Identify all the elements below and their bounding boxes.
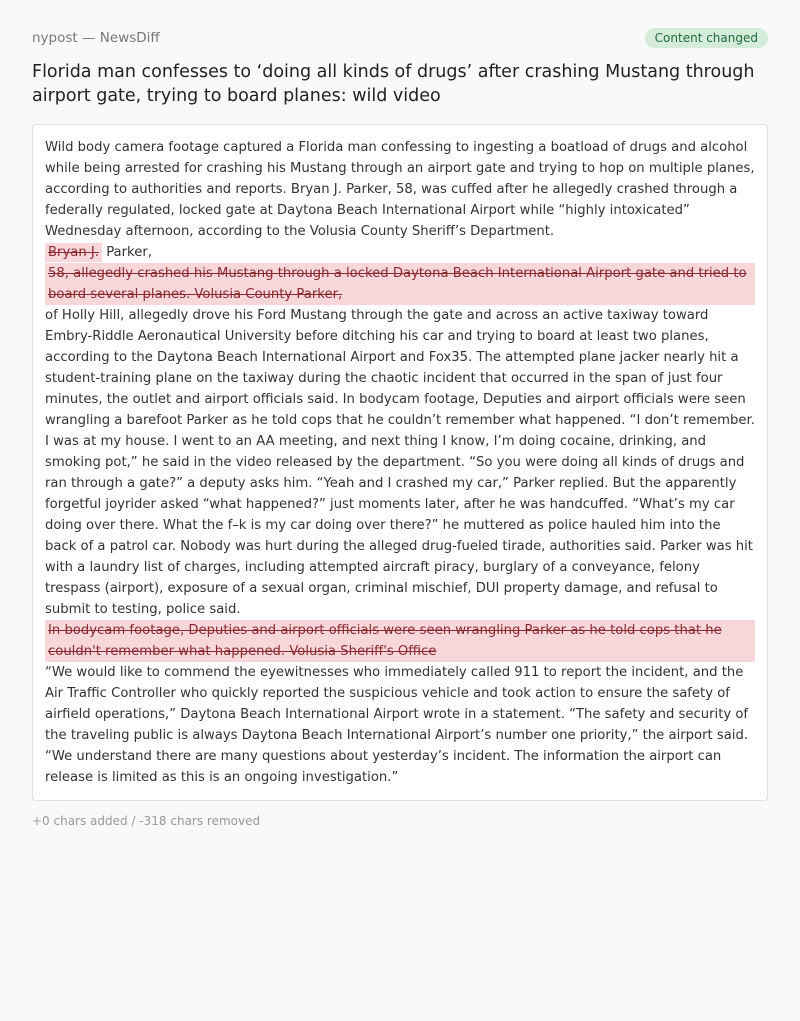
unchanged-text: Wild body camera footage captured a Florida man confessing to ingesting a boatload of drugs and alcohol while being arrested for crashing his Mustang through an airport gate and trying to hop on multiple planes, according to authorities and reports. Bryan J. Parker, 58, was cuffed after he allegedly crashed through a federally regulated, locked gate at Daytona Beach International Airport while “highly intoxicated” Wednesday afternoon, according to the Volusia County Sheriff’s Department. — [45, 140, 755, 239]
mixed-line — [45, 242, 755, 263]
removed-text: 58, allegedly crashed his Mustang through a locked Daytona Beach International Airport gate and tried to board several planes. Volusia County Parker, — [45, 263, 755, 305]
unchanged-text: “We would like to commend the eyewitnesses who immediately called 911 to report the incident, and the Air Traffic Controller who quickly reported the suspicious vehicle and took action to ensure the safety of airfield operations,” Daytona Beach International Airport wrote in a statement. “The safety and security of the traveling public is always Daytona Beach International Airport’s number one priority,” the airport said. “We understand there are many questions about yesterday’s incident. The information the airport can release is limited as this is an ongoing investigation.” — [45, 665, 749, 785]
unchanged-text: of Holly Hill, allegedly drove his Ford Mustang through the gate and across an active taxiway toward Embry-Riddle Aeronautical University before ditching his car and trying to board at least two planes, according to the Daytona Beach International Airport and Fox35. The attempted plane jacker nearly hit a student-training plane on the taxiway during the chaotic incident that occurred in the span of just four minutes, the outlet and airport officials said. In bodycam footage, Deputies and airport officials were seen wrangling a barefoot Parker as he told cops that he couldn’t remember what happened. “I don’t remember. I was at my house. I went to an AA meeting, and next thing I know, I’m doing cocaine, drinking, and smoking pot,” he said in the video released by the department. “So you were doing all kinds of drugs and ran through a gate?” a deputy asks him. “Yeah and I crashed my car,” Parker replied. But the apparently forgetful joyrider asked “what happened?” just moments later, after he was handcuffed. “What’s my car doing over there. What the f–k is my car doing over there?” he muttered as police hauled him into the back of a patrol car. Nobody was hurt during the alleged drug-fueled tirade, authorities said. Parker was hit with a laundry list of charges, including attempted aircraft piracy, burglary of a conveyance, felony trespass (airport), exposure of a sexual organ, criminal mischief, DUI property damage, and refusal to submit to testing, police said. — [45, 308, 755, 617]
unchanged-text: Parker, — [102, 245, 152, 260]
removed-text: In bodycam footage, Deputies and airport officials were seen wrangling Parker as he told cops that he couldn't remember what happened. Volusia Sheriff's Office — [45, 620, 755, 662]
page — [0, 27, 800, 828]
status-badge: Content changed — [645, 28, 768, 48]
source-label: nypost — NewsDiff — [32, 30, 160, 46]
removed-text: Bryan J. — [45, 243, 102, 262]
diff-stats: +0 chars added / -318 chars removed — [32, 814, 261, 828]
diff-card — [32, 124, 768, 801]
header — [32, 27, 768, 49]
article-title: Florida man confesses to ‘doing all kinds of drugs’ after crashing Mustang through airport gate, trying to board planes: wild video — [32, 62, 755, 106]
